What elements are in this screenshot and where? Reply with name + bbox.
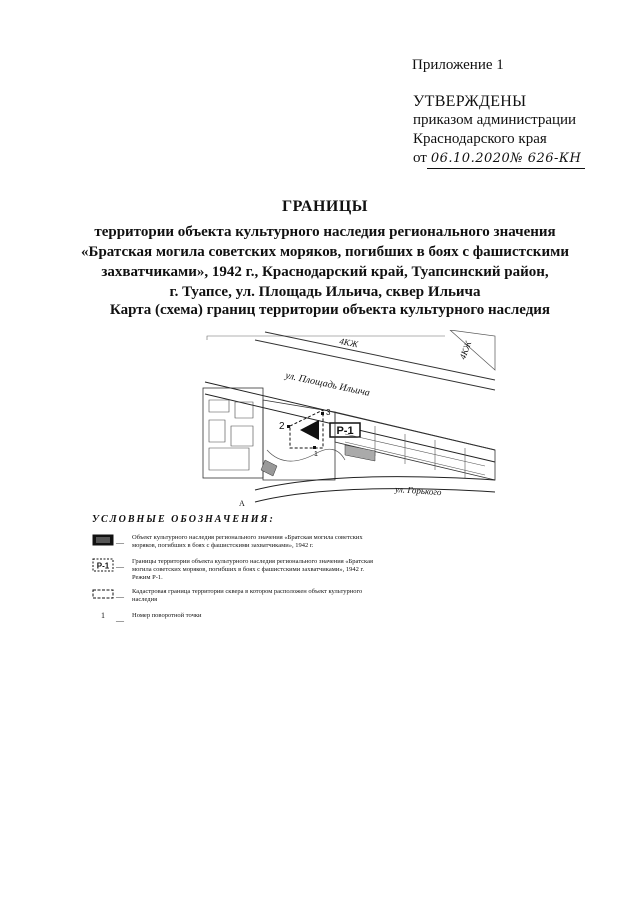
approved-title: УТВЕРЖДЕНЫ <box>413 93 527 110</box>
legend-cadastral-symbol <box>92 588 114 600</box>
approved-by-line1: приказом администрации <box>413 112 577 128</box>
block-right <box>335 412 495 480</box>
legend-point-text: Номер поворотной точки <box>132 612 202 619</box>
monument-object <box>300 420 319 440</box>
point-2-label: 2 <box>279 421 285 432</box>
legend-dash: — <box>116 538 124 547</box>
legend-boundary-text: Границы территории объекта культурного наследия регионального значения «Братская могила советских моряков, погибших в боях с фашистскими захватчиками», 1942 г. Режим Р-1. <box>132 558 373 581</box>
building-4kzh <box>450 330 495 370</box>
approval-date-line <box>413 149 585 169</box>
legend-object-symbol <box>92 534 114 546</box>
title-line-4: г. Туапсе, ул. Площадь Ильича, сквер Ильича <box>169 284 481 300</box>
point-3-marker <box>321 412 324 415</box>
approval-block <box>413 92 585 169</box>
label-4kzh-top: 4КЖ <box>338 336 359 350</box>
block-right-building <box>345 445 375 461</box>
title-line-1: территории объекта культурного наследия регионального значения <box>94 224 556 240</box>
document-title: ГРАНИЦЫ <box>281 198 368 215</box>
approved-by-line2: Краснодарского края <box>413 131 547 147</box>
map-caption: Карта (схема) границ территории объекта культурного наследия <box>109 302 551 318</box>
handwritten-date-number: 06.10.2020№ 626-КН <box>427 149 585 169</box>
legend-dash: — <box>116 616 124 625</box>
title-line-3: захватчиками», 1942 г., Краснодарский край, Туапсинский район, <box>101 264 549 280</box>
point-2-marker <box>287 425 290 428</box>
square-path <box>267 449 345 461</box>
legend-cadastral-text: Кадастровая граница территории сквера в котором расположен объект культурного наследия <box>132 588 363 603</box>
legend-point-symbol: 1 <box>101 611 105 620</box>
block-left-buildings <box>209 400 253 470</box>
marker-a: А <box>239 499 245 508</box>
legend-boundary-symbol-text: Р-1 <box>96 561 110 571</box>
boundary-map <box>195 330 515 512</box>
document-title-block <box>60 198 590 302</box>
boundary-label-text: Р-1 <box>336 425 354 437</box>
legend-heading: УСЛОВНЫЕ ОБОЗНАЧЕНИЯ: <box>92 514 275 525</box>
legend-object-text: Объект культурного наследия регионального значения «Братская могила советских моряков, погибших в боях с фашистскими захватчиками», 1942 г. <box>132 534 363 549</box>
legend-dash: — <box>116 592 124 601</box>
street-gorkogo-label: ул. Горького <box>394 484 442 498</box>
point-1-marker <box>313 446 316 449</box>
label-4kzh-right: 4КЖ <box>457 339 474 361</box>
legend-dash: — <box>116 562 124 571</box>
map-frame-top <box>207 336 445 340</box>
title-line-2: «Братская могила советских моряков, погибших в боях с фашистскими <box>81 244 569 260</box>
appendix-label: Приложение 1 <box>412 57 504 73</box>
street-ilyicha-label: ул. Площадь Ильича <box>284 370 371 399</box>
date-prefix: от <box>413 150 427 166</box>
street-gorkogo-lines <box>255 477 495 502</box>
legend-boundary-symbol <box>92 558 114 572</box>
point-1-label: 1 <box>314 451 318 458</box>
block-left <box>203 388 263 478</box>
point-3-label: 3 <box>326 408 331 417</box>
